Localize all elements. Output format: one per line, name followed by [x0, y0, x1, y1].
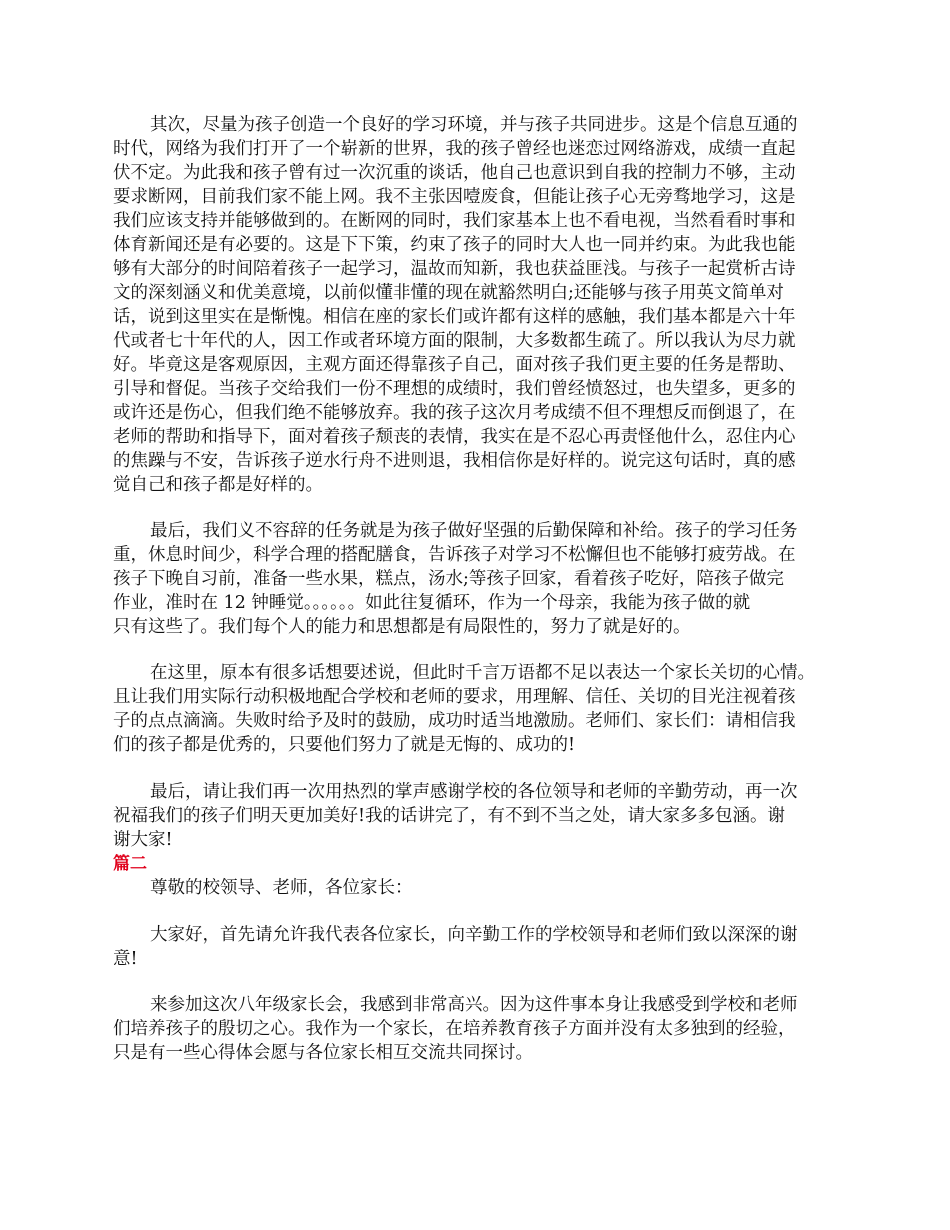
p4-line-3: 谢大家! [113, 830, 173, 850]
p1-line-15: 的焦躁与不安，告诉孩子逆水行舟不进则退，我相信你是好样的。说完这句话时，真的感 [113, 451, 796, 471]
p3-line-2: 且让我们用实际行动积极地配合学校和老师的要求，用理解、信任、关切的目光注视着孩 [113, 687, 796, 707]
p7-line-3: 只是有一些心得体会愿与各位家长相互交流共同探讨。 [113, 1043, 533, 1063]
p1-line-10: 代或者七十年代的人，因工作或者环境方面的限制，大多数都生疏了。所以我认为尽力就 [113, 331, 796, 351]
p1-line-13: 或许还是伤心，但我们绝不能够放弃。我的孩子这次月考成绩不但不理想反而倒退了，在 [113, 403, 796, 423]
p3-line-3: 子的点点滴滴。失败时给予及时的鼓励，成功时适当地激励。老师们、家长们：请相信我 [113, 711, 796, 731]
p1-line-9: 话，说到这里实在是惭愧。相信在座的家长们或许都有这样的感触，我们基本都是六十年 [113, 307, 796, 327]
p1-line-5: 我们应该支持并能够做到的。在断网的同时，我们家基本上也不看电视，当然看看时事和 [113, 211, 796, 231]
p7-line-1: 来参加这次八年级家长会，我感到非常高兴。因为这件事本身让我感受到学校和老师 [150, 995, 798, 1015]
section-heading: 篇二 [113, 854, 147, 874]
p1-line-6: 体育新闻还是有必要的。这是下下策，约束了孩子的同时大人也一同并约束。为此我也能 [113, 235, 796, 255]
p4-line-1: 最后，请让我们再一次用热烈的掌声感谢学校的各位领导和老师的辛勤劳动，再一次 [150, 782, 798, 802]
p2-line-5: 只有这些了。我们每个人的能力和思想都是有局限性的，努力了就是好的。 [113, 617, 691, 637]
p1-line-8: 文的深刻涵义和优美意境，以前似懂非懂的现在就豁然明白;还能够与孩子用英文简单对 [113, 283, 784, 303]
p1-line-12: 引导和督促。当孩子交给我们一份不理想的成绩时，我们曾经愤怒过，也失望多，更多的 [113, 379, 796, 399]
p1-line-2: 时代，网络为我们打开了一个崭新的世界，我的孩子曾经也迷恋过网络游戏，成绩一直起 [113, 139, 796, 159]
p1-line-16: 觉自己和孩子都是好样的。 [113, 475, 323, 495]
p1-line-14: 老师的帮助和指导下，面对着孩子颓丧的表情，我实在是不忍心再责怪他什么，忍住内心 [113, 427, 796, 447]
p6-line-1: 大家好，首先请允许我代表各位家长，向辛勤工作的学校领导和老师们致以深深的谢 [150, 925, 798, 945]
p7-line-2: 们培养孩子的殷切之心。我作为一个家长，在培养教育孩子方面并没有太多独到的经验， [113, 1019, 796, 1039]
p1-line-7: 够有大部分的时间陪着孩子一起学习，温故而知新，我也获益匪浅。与孩子一起赏析古诗 [113, 259, 796, 279]
p2-line-3: 孩子下晚自习前，准备一些水果，糕点，汤水;等孩子回家，看着孩子吃好，陪孩子做完 [113, 569, 784, 589]
p2-line-2: 重，休息时间少，科学合理的搭配膳食，告诉孩子对学习不松懈但也不能够打疲劳战。在 [113, 545, 796, 565]
p1-line-3: 伏不定。为此我和孩子曾有过一次沉重的谈话，他自己也意识到自我的控制力不够，主动 [113, 163, 796, 183]
p2-line-4: 作业，准时在 12 钟睡觉。。。。。。如此往复循环，作为一个母亲，我能为孩子做的就 [113, 593, 751, 613]
p6-line-2: 意! [113, 949, 138, 969]
p3-line-4: 们的孩子都是优秀的，只要他们努力了就是无悔的、成功的! [113, 735, 576, 755]
p5-line-1: 尊敬的校领导、老师，各位家长： [150, 878, 413, 898]
p1-line-4: 要求断网，目前我们家不能上网。我不主张因噎废食，但能让孩子心无旁骛地学习，这是 [113, 187, 796, 207]
p2-line-1: 最后，我们义不容辞的任务就是为孩子做好坚强的后勤保障和补给。孩子的学习任务 [150, 521, 798, 541]
p1-line-11: 好。毕竟这是客观原因，主观方面还得靠孩子自己，面对孩子我们更主要的任务是帮助、 [113, 355, 796, 375]
p3-line-1: 在这里，原本有很多话想要述说，但此时千言万语都不足以表达一个家长关切的心情。 [150, 663, 815, 683]
p1-line-1: 其次，尽量为孩子创造一个良好的学习环境，并与孩子共同进步。这是个信息互通的 [150, 115, 798, 135]
p4-line-2: 祝福我们的孩子们明天更加美好!我的话讲完了，有不到不当之处，请大家多多包涵。谢 [113, 806, 786, 826]
